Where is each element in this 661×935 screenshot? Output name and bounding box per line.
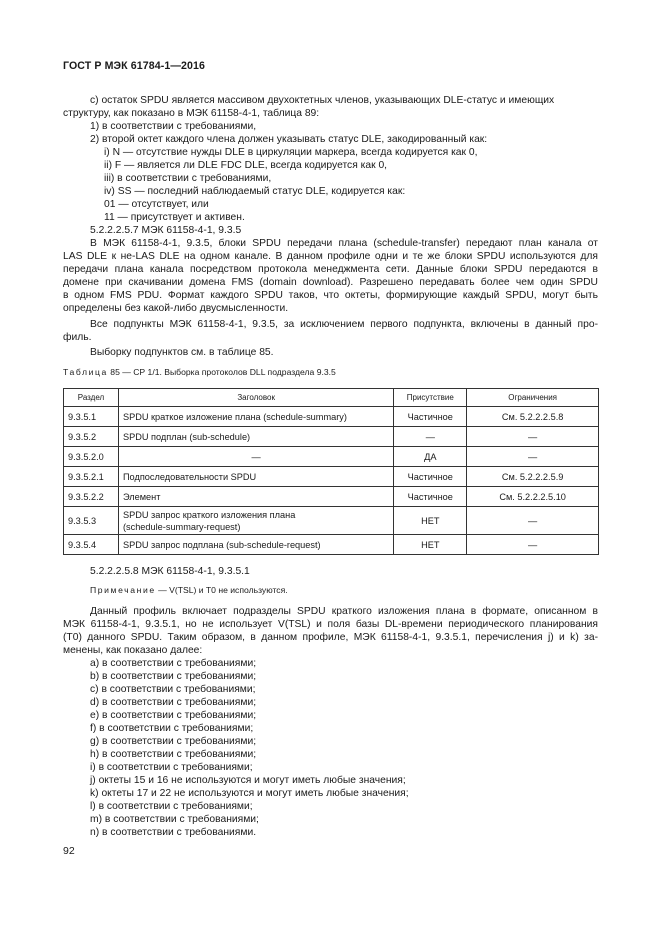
text-line: i) N — отсутствие нужды DLE в циркуляции маркера, всегда кодируется как 0,: [104, 147, 478, 158]
col-header: Ограничения: [467, 389, 599, 407]
cell-section: 9.3.5.3: [64, 507, 119, 535]
list-item: k) октеты 17 и 22 не используются и могут иметь любые значения;: [90, 788, 409, 799]
list-item: i) в соответствии с требованиями;: [90, 762, 253, 773]
paragraph-line: В МЭК 61158-4-1, 9.3.5, блоки SPDU передачи плана (schedule-transfer) передают план канала от: [90, 238, 598, 249]
list-item: g) в соответствии с требованиями;: [90, 736, 257, 747]
paragraph-line: менены, как показано далее:: [63, 645, 203, 656]
paragraph-line: (T0) данного SPDU. Таким образом, в данном профиле, МЭК 61158-4-1, 9.3.5.1, перечисления j) и k) за-: [63, 632, 598, 643]
paragraph-line: филь.: [63, 332, 92, 343]
cell-presence: Частичное: [394, 407, 467, 427]
cell-section: 9.3.5.4: [64, 535, 119, 555]
cell-title-line: SPDU запрос краткого изложения плана: [122, 509, 296, 520]
cell-section: 9.3.5.2.1: [64, 467, 119, 487]
paragraph-line: Данный профиль включает подразделы SPDU краткого изложения плана в формате, описанном в: [90, 606, 598, 617]
cell-title: SPDU подплан (sub-schedule): [118, 427, 393, 447]
cell-limits: См. 5.2.2.2.5.10: [467, 487, 599, 507]
paragraph-line: Все подпункты МЭК 61158-4-1, 9.3.5, за исключением первого подпункта, включены в данный про-: [90, 319, 598, 330]
col-header: Раздел: [64, 389, 119, 407]
cell-section: 9.3.5.2.0: [64, 447, 119, 467]
text-line: 01 — отсутствует, или: [104, 199, 209, 210]
cell-presence: НЕТ: [394, 535, 467, 555]
table-caption: Таблица 85 — СР 1/1. Выборка протоколов DLL подраздела 9.3.5: [63, 367, 336, 377]
list-item: d) в соответствии с требованиями;: [90, 697, 257, 708]
subsection-heading: 5.2.2.2.5.8 МЭК 61158-4-1, 9.3.5.1: [90, 566, 250, 577]
paragraph-line: определены без какой-либо двусмысленности.: [63, 303, 289, 314]
list-item: е) в соответствии с требованиями;: [90, 710, 257, 721]
cell-limits: См. 5.2.2.2.5.9: [467, 467, 599, 487]
table-row: [64, 507, 599, 535]
cell-limits: —: [467, 447, 599, 467]
list-item: j) октеты 15 и 16 не используются и могут иметь любые значения;: [90, 775, 406, 786]
cell-limits: См. 5.2.2.2.5.8: [467, 407, 599, 427]
cell-section: 9.3.5.1: [64, 407, 119, 427]
text-line: iv) SS — последний наблюдаемый статус DLE, кодируется как:: [104, 186, 406, 197]
text-line: iii) в соответствии с требованиями,: [104, 173, 272, 184]
cell-title-line: (schedule-summary-request): [122, 521, 241, 532]
cell-title: —: [118, 447, 393, 467]
cell-title: SPDU краткое изложение плана (schedule-summary): [118, 407, 393, 427]
table-row: [64, 407, 599, 427]
cell-presence: ДА: [394, 447, 467, 467]
paragraph-line: LAS DLE к не-LAS DLE на одном канале. В данном профиле одни и те же блоки SPDU используются для: [63, 251, 598, 262]
table-row: [64, 427, 599, 447]
text-line: с) остаток SPDU является массивом двухоктетных членов, указывающих DLE-статус и имеющих: [90, 95, 555, 106]
paragraph-line: домене при скачивании домена FMS (domain download). Разрешено передавать более чем один SPDU: [63, 277, 598, 288]
table-row: [64, 447, 599, 467]
list-item: b) в соответствии с требованиями;: [90, 671, 257, 682]
paragraph-line: передачи плана канала посредством протокола менеджмента сети. Данные блоки SPDU передаются в: [63, 264, 598, 275]
text-line: 2) второй октет каждого члена должен указывать статус DLE, закодированный как:: [90, 134, 488, 145]
list-item: l) в соответствии с требованиями;: [90, 801, 253, 812]
cell-section: 9.3.5.2.2: [64, 487, 119, 507]
cell-presence: Частичное: [394, 487, 467, 507]
table-row: [64, 535, 599, 555]
paragraph-line: МЭК 61158-4-1, 9.3.5.1, но не использует V(TSL) и поля базы DL-времени периодического планирования: [63, 619, 598, 630]
list-item: h) в соответствии с требованиями;: [90, 749, 257, 760]
subsection-heading: 5.2.2.2.5.7 МЭК 61158-4-1, 9.3.5: [90, 225, 242, 236]
list-item: m) в соответствии с требованиями;: [90, 814, 259, 825]
cell-presence: —: [394, 427, 467, 447]
cell-limits: —: [467, 427, 599, 447]
cell-presence: НЕТ: [394, 507, 467, 535]
col-header: Присутствие: [394, 389, 467, 407]
list-item: f) в соответствии с требованиями;: [90, 723, 254, 734]
page-number: 92: [63, 845, 75, 857]
paragraph-line: в одном FMS PDU. Формат каждого SPDU таков, что октеты, формирующие каждый SPDU, могут быть: [63, 290, 598, 301]
cell-title: SPDU запрос подплана (sub-schedule-request): [118, 535, 393, 555]
list-item: с) в соответствии с требованиями;: [90, 684, 256, 695]
cell-title: Подпоследовательности SPDU: [118, 467, 393, 487]
table-row: [64, 467, 599, 487]
note: Примечание — V(TSL) и T0 не используются.: [90, 585, 288, 595]
list-item: а) в соответствии с требованиями;: [90, 658, 257, 669]
cell-presence: Частичное: [394, 467, 467, 487]
cell-limits: —: [467, 535, 599, 555]
text-line: ii) F — является ли DLE FDC DLE, всегда кодируется как 0,: [104, 160, 388, 171]
cell-limits: —: [467, 507, 599, 535]
protocol-table: [63, 388, 599, 555]
paragraph-line: Выборку подпунктов см. в таблице 85.: [90, 347, 274, 358]
table-header-row: [64, 389, 599, 407]
document-header: ГОСТ Р МЭК 61784-1—2016: [63, 60, 206, 72]
text-line: 11 — присутствует и активен.: [104, 212, 245, 223]
col-header: Заголовок: [118, 389, 393, 407]
table-row: [64, 487, 599, 507]
text-line: структуру, как показано в МЭК 61158-4-1, таблица 89:: [63, 108, 320, 119]
cell-title: [118, 507, 393, 535]
text-line: 1) в соответствии с требованиями,: [90, 121, 257, 132]
cell-title: Элемент: [118, 487, 393, 507]
list-item: n) в соответствии с требованиями.: [90, 827, 257, 838]
cell-section: 9.3.5.2: [64, 427, 119, 447]
